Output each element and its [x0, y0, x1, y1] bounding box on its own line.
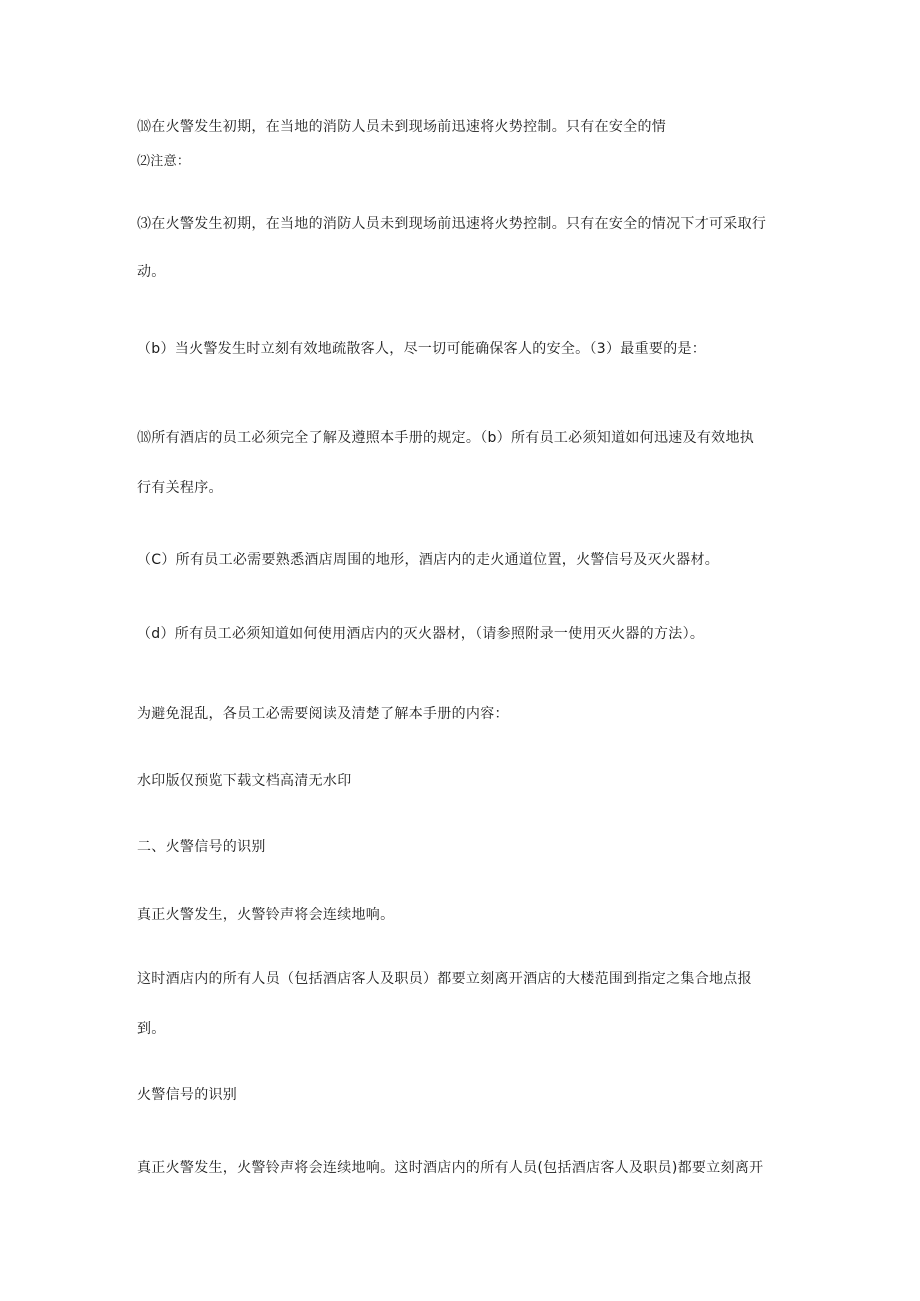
- subsection-heading: 火警信号的识别: [137, 1087, 238, 1103]
- paragraph-line: ⒅在火警发生初期，在当地的消防人员未到现场前迅速将火势控制。只有在安全的情: [137, 119, 667, 135]
- paragraph-line: （b）当火警发生时立刻有效地疏散客人，尽一切可能确保客人的安全。（3）最重要的是：: [137, 341, 707, 357]
- paragraph-line: ⑶在火警发生初期，在当地的消防人员未到现场前迅速将火势控制。只有在安全的情况下才可采取行: [137, 216, 767, 232]
- paragraph-line: 到。: [137, 1021, 166, 1037]
- watermark-notice: 水印版仅预览下载文档高清无水印: [137, 773, 352, 789]
- paragraph-line: ⑵注意：: [137, 154, 191, 169]
- paragraph-line: ⒅所有酒店的员工必须完全了解及遵照本手册的规定。（b）所有员工必须知道如何迅速及有效地执: [137, 430, 755, 446]
- paragraph-line: （d）所有员工必须知道如何使用酒店内的灭火器材，（请参照附录一使用灭火器的方法）。: [137, 626, 705, 642]
- paragraph-line: （C）所有员工必需要熟悉酒店周围的地形，酒店内的走火通道位置，火警信号及灭火器材。: [137, 552, 720, 568]
- paragraph-line: 这时酒店内的所有人员（包括酒店客人及职员）都要立刻离开酒店的大楼范围到指定之集合地点报: [137, 971, 752, 987]
- paragraph-line: 动。: [137, 264, 166, 280]
- paragraph-line: 真正火警发生，火警铃声将会连续地响。这时酒店内的所有人员(包括酒店客人及职员)都要立刻离开: [137, 1160, 764, 1176]
- section-heading: 二、火警信号的识别: [137, 839, 266, 855]
- paragraph-line: 为避免混乱，各员工必需要阅读及清楚了解本手册的内容：: [137, 706, 509, 722]
- paragraph-line: 行有关程序。: [137, 480, 223, 496]
- paragraph-line: 真正火警发生，火警铃声将会连续地响。: [137, 907, 395, 923]
